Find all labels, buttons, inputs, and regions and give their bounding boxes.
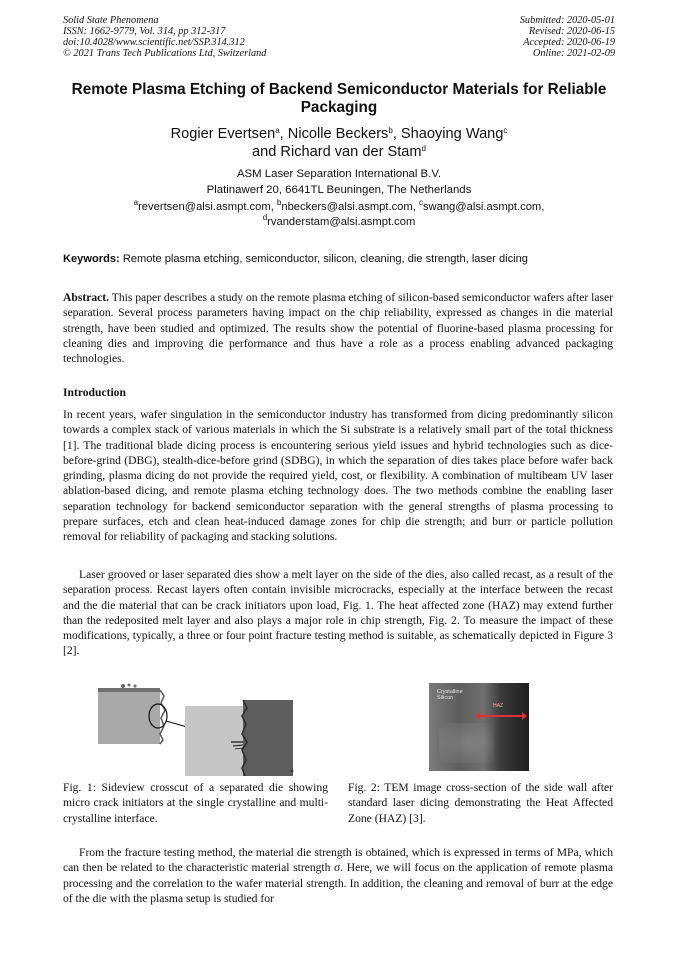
double-arrow-icon xyxy=(479,715,523,717)
author-name: Rogier Evertsen xyxy=(170,126,276,142)
keywords-label: Keywords: xyxy=(63,253,120,265)
tem-texture xyxy=(439,723,494,763)
journal-doi: doi:10.4028/www.scientific.net/SSP.314.312 xyxy=(63,37,245,48)
author-name: Shaoying Wang xyxy=(400,126,504,142)
journal-name: Solid State Phenomena xyxy=(63,15,159,26)
abstract xyxy=(63,290,613,366)
fig2-haz-label: HAZ xyxy=(493,703,503,709)
abstract-label: Abstract. xyxy=(63,291,110,304)
section-heading-introduction: Introduction xyxy=(63,386,126,399)
keywords-text: Remote plasma etching, semiconductor, silicon, cleaning, die strength, laser dicing xyxy=(122,253,528,265)
email-link[interactable]: rvanderstam@alsi.asmpt.com xyxy=(267,216,416,228)
affiliation-address: Platinawerf 20, 6641TL Beuningen, The Netherlands xyxy=(206,183,472,196)
paper-title: Remote Plasma Etching of Backend Semiconductor Materials for Reliable Packaging xyxy=(71,81,607,116)
fig2-label-line-2: Silicon xyxy=(437,695,454,701)
affiliation-org: ASM Laser Separation International B.V. xyxy=(236,168,442,180)
email-sup: d xyxy=(262,213,268,222)
intro-paragraph-1: In recent years, wafer singulation in the semiconductor industry has transformed from dicing predominantly silicon towards a complex stack of various materials in which the Si substrate is a relatively small part of the total thickness [1]. The traditional blade dicing process is encountering serious yield issues and hybrid technologies such as dice-before-grind (DBG), stealth-dice-before grind (SDBG), in which the separation of dies takes place before wafer back grinding, plasma dicing do not provide the required yield, cost, or flexibility. A combination of multibeam UV laser ablation-based dicing, and remote plasma etching technology does. The two methods combine the enabling laser separation technology for backend semiconductor separation with the general strengths of plasma processing to prepare surfaces, etch and clean heat-induced damage zones for chip die strength; and burr or particle pollution removal for reliability of packaging and stacking solutions. xyxy=(63,408,613,544)
submission-dates xyxy=(520,15,615,59)
affiliation xyxy=(70,167,608,198)
date-submitted: Submitted: 2020-05-01 xyxy=(519,15,615,26)
date-accepted: Accepted: 2020-06-19 xyxy=(523,37,615,48)
author-list: Rogier Evertsen$^a$, Nicolle Beckers$^b$, Shaoying Wang$^c$ and Richard van der Stam$^d$ xyxy=(170,126,508,160)
author-sup: d xyxy=(421,144,426,153)
journal-info xyxy=(63,15,266,59)
body-paragraph-after-figures: From the fracture testing method, the material die strength is obtained, which is expressed in terms of MPa, which can then be related to the characteristic material strength σ. Here, we will focus on the application of remote plasma processing and the correlation to the wafer material strength. In addition, the cleaning and removal of burr at the edge of the die with the plasma setup is studied for xyxy=(63,846,613,905)
email-sup: c xyxy=(418,198,423,207)
author-name: Nicolle Beckers xyxy=(287,126,389,142)
journal-issn: ISSN: 1662-9779, Vol. 314, pp 312-317 xyxy=(63,26,226,37)
fig2-region-label xyxy=(437,689,463,701)
fig2-label-line-1: Crystalline xyxy=(437,689,463,695)
email-link[interactable]: revertsen@alsi.asmpt.com xyxy=(138,201,271,213)
email-sup: a xyxy=(133,198,139,207)
abstract-text: This paper describes a study on the remote plasma etching of silicon-based semiconductor wafers after laser separation. Several process parameters having impact on the chip reliability, expressed as changes in die material strength, have been studied and optimized. The results show the potential of fluorine-based plasma processing for cleaning dies and improving die performance and thus have a role as a process enabling advanced packaging technologies. xyxy=(63,291,614,366)
author-name: Richard van der Stam xyxy=(280,144,422,160)
figure-1-image xyxy=(95,676,325,776)
date-revised: Revised: 2020-06-15 xyxy=(528,26,615,37)
email-link[interactable]: swang@alsi.asmpt.com xyxy=(422,201,542,213)
journal-copyright: © 2021 Trans Tech Publications Ltd, Switzerland xyxy=(63,48,267,59)
author-sup: b xyxy=(388,126,393,135)
author-sup: c xyxy=(503,126,508,135)
keywords xyxy=(63,252,623,266)
intro-paragraph-2: Laser grooved or laser separated dies show a melt layer on the side of the dies, also called recast, as a result of the separation process. Recast layers often contain invisible microcracks, especially at the interface between the recast and the die material that can be crack initiators upon load, Fig. 1. The heat affected zone (HAZ) may extend further than the redeposited melt layer and also plays a major role in chip strength, Fig. 2. To measure the impact of these modifications, typically, a three or four point fracture testing method is suitable, as schematically depicted in Figure 3 [2]. xyxy=(63,568,613,658)
email-sup: b xyxy=(276,198,282,207)
author-sup: a xyxy=(275,126,280,135)
email-link[interactable]: nbeckers@alsi.asmpt.com xyxy=(281,201,413,213)
date-online: Online: 2021-02-09 xyxy=(532,48,615,59)
figure-1-caption: Fig. 1: Sideview crosscut of a separated die showing micro crack initiators at the single crystalline and multi-crystalline interface. xyxy=(63,781,328,825)
figure-2-image xyxy=(429,683,529,771)
author-emails: $^a$revertsen@alsi.asmpt.com, $^b$nbeckers@alsi.asmpt.com, $^c$swang@alsi.asmpt.com, $^d$rvanderstam@alsi.asmpt.com xyxy=(133,198,545,228)
figure-2-caption: Fig. 2: TEM image cross-section of the side wall after standard laser dicing demonstrating the Heat Affected Zone (HAZ) [3]. xyxy=(348,781,613,825)
